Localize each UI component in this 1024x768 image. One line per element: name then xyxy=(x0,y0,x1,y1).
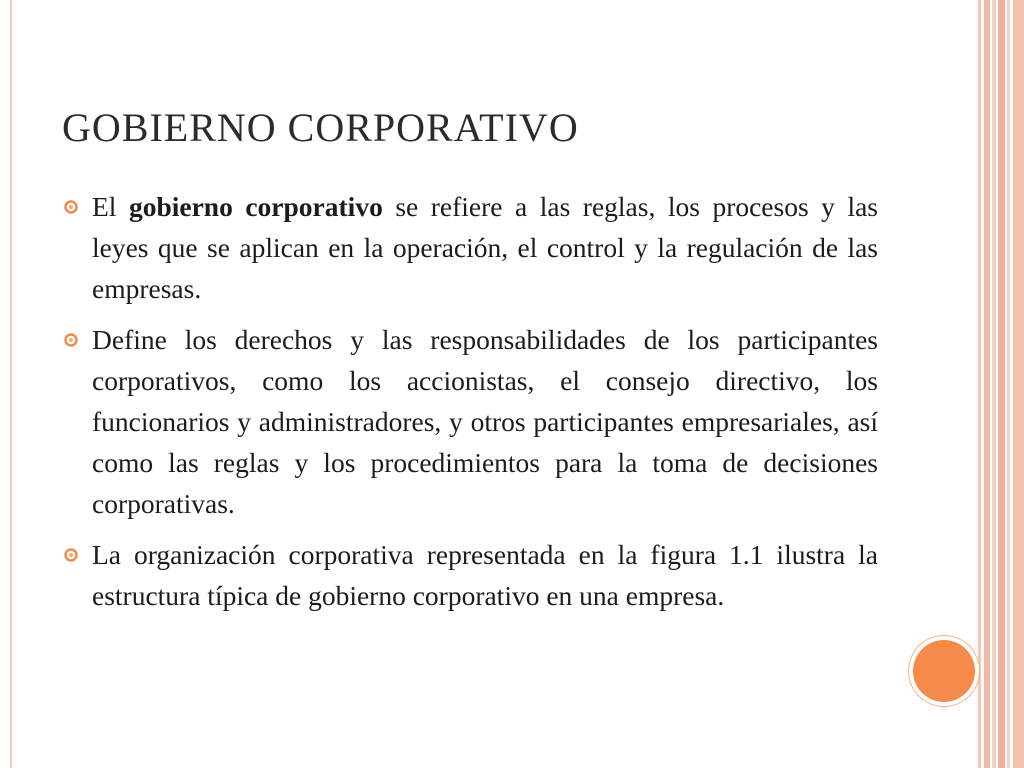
decor-stripe xyxy=(978,0,981,768)
circle-bullet-icon xyxy=(64,200,78,214)
orange-circle-icon xyxy=(913,640,975,702)
decor-stripe xyxy=(992,0,996,768)
bullet-item xyxy=(62,186,878,309)
slide-title: GOBIERNO CORPORATIVO xyxy=(62,105,579,150)
bullet-text-post: se refiere a las reglas, los procesos y las leyes que se aplican en la operación, el control y la regulación de las empresas. xyxy=(92,191,878,304)
decor-stripe xyxy=(1007,0,1010,768)
decor-stripe xyxy=(998,0,1005,768)
bullet-text xyxy=(92,186,878,309)
bullet-text: Define los derechos y las responsabilidades de los participantes corporativos, como los accionistas, el consejo directivo, los funcionarios y administradores, y otros participantes empresariales, así como las reglas y los procedimientos para la toma de decisiones corporativas. xyxy=(92,324,878,519)
bullet-text-pre: El xyxy=(92,191,129,222)
bullet-text-bold: gobierno corporativo xyxy=(128,191,383,222)
decor-stripe xyxy=(1013,0,1024,768)
bullet-text: La organización corporativa representada en la figura 1.1 ilustra la estructura típica de gobierno corporativo en una empresa. xyxy=(92,539,878,611)
circle-bullet-icon xyxy=(64,333,78,347)
bullet-item xyxy=(62,534,878,616)
bullet-list xyxy=(62,186,878,626)
bullet-item xyxy=(62,319,878,524)
decor-stripe xyxy=(984,0,990,768)
circle-bullet-icon xyxy=(64,548,78,562)
left-border-line xyxy=(10,0,12,768)
